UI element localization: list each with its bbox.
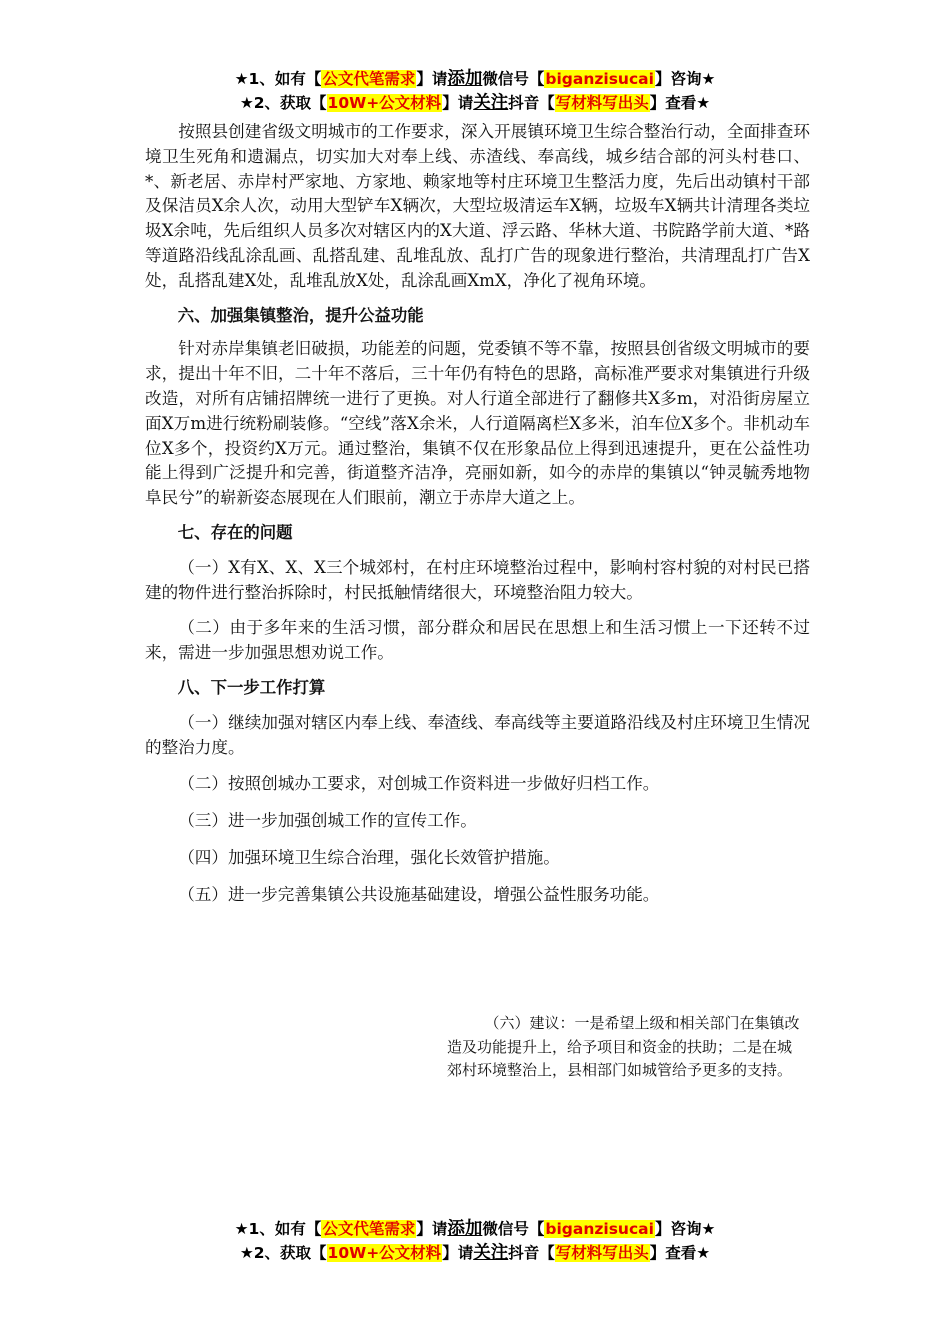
banner-text: ★2、获取【 [239,94,327,112]
top-banner [0,67,950,115]
plan-item-4: （四）加强环境卫生综合治理，强化长效管护措施。 [178,847,560,867]
banner-text: 】请 [442,1244,474,1262]
plan-item-3: （三）进一步加强创城工作的宣传工作。 [178,811,477,831]
highlight-douyin: 写材料写出头 [555,1244,649,1262]
problem-item-1: （一）X有X、X、X三个城郊村，在村庄环境整治过程中，影响村容村貌的对村民已搭建的物件进行整治拆除时，村民抵触情绪很大，环境整治阻力较大。 [145,557,810,602]
highlight-materials: 10W+公文材料 [327,94,442,112]
highlight-douyin: 写材料写出头 [555,94,649,112]
problem-item-2: （二）由于多年来的生活习惯，部分群众和居民在思想上和生活习惯上一下还转不过来，需进一步加强思想劝说工作。 [145,618,810,663]
banner-line-2 [0,1241,950,1265]
banner-text: 抖音【 [508,94,555,112]
highlight-ghostwriting: 公文代笔需求 [322,1220,416,1238]
banner-text: 】请 [416,70,448,88]
suggestion-item-6: （六）建议：一是希望上级和相关部门在集镇改造及功能提升上，给予项目和资金的扶助；二是在城郊村环境整治上，县相部门如城管给予更多的支持。 [447,1014,800,1079]
banner-line-2 [0,91,950,115]
banner-text: 微信号【 [482,1220,545,1238]
banner-text: 】查看★ [649,94,711,112]
banner-line-1 [0,1217,950,1241]
highlight-wechat-id: biganzisucai [545,70,654,88]
highlight-ghostwriting: 公文代笔需求 [322,70,416,88]
paragraph-town-renovation: 针对赤岸集镇老旧破损，功能差的问题，党委镇不等不靠，按照县创省级文明城市的要求，提出十年不旧，二十年不落后，三十年仍有特色的思路，高标准严要求对集镇进行升级改造，对所有店铺招牌统一进行了更换。对人行道全部进行了翻修共X多m，对沿街房屋立面X万m进行统粉刷装修。“空线”落X余米，人行道隔离栏X多米，泊车位X多个。非机动车位X多个，投资约X万元。通过整治，集镇不仅在形象品位上得到迅速提升，更在公益性功能上得到广泛提升和完善，街道整齐洁净，亮丽如新，如今的赤岸的集镇以“钟灵毓秀地物阜民兮”的崭新姿态展现在人们眼前，潮立于赤岸大道之上。 [145,339,810,508]
banner-text: ★1、如有【 [234,70,322,88]
banner-emphasis: 关注 [473,93,509,113]
banner-text: 】请 [442,94,474,112]
banner-text: 微信号【 [482,70,545,88]
highlight-materials: 10W+公文材料 [327,1244,442,1262]
section-heading-7: 七、存在的问题 [177,522,293,542]
banner-text: 】查看★ [649,1244,711,1262]
banner-text: 】请 [416,1220,448,1238]
banner-text: 】咨询★ [654,1220,716,1238]
section-heading-6: 六、加强集镇整治，提升公益功能 [177,305,424,325]
banner-line-1 [0,67,950,91]
plan-item-2: （二）按照创城办工要求，对创城工作资料进一步做好归档工作。 [178,774,660,794]
banner-emphasis: 关注 [473,1243,509,1263]
plan-item-1: （一）继续加强对辖区内奉上线、奉渣线、奉高线等主要道路沿线及村庄环境卫生情况的整治力度。 [145,712,810,757]
document-body [145,120,810,908]
bottom-banner [0,1217,950,1265]
section-heading-8: 八、下一步工作打算 [177,677,326,697]
banner-text: 】咨询★ [654,70,716,88]
banner-text: ★2、获取【 [239,1244,327,1262]
plan-item-5: （五）进一步完善集镇公共设施基础建设，增强公益性服务功能。 [178,884,660,904]
banner-text: 抖音【 [508,1244,555,1262]
banner-emphasis: 添加 [447,1219,483,1239]
banner-emphasis: 添加 [447,69,483,89]
paragraph-sanitation: 按照县创建省级文明城市的工作要求，深入开展镇环境卫生综合整治行动，全面排查环境卫生死角和遗漏点，切实加大对奉上线、赤渣线、奉高线，城乡结合部的河头村巷口、*、新老居、赤岸村严家地、方家地、赖家地等村庄环境卫生整活力度，先后出动镇村干部及保洁员X余人次，动用大型铲车X辆次，大型垃圾清运车X辆，垃圾车X辆共计清理各类垃圾X余吨，先后组织人员多次对辖区内的X大道、浮云路、华林大道、书院路学前大道、*路等道路沿线乱涂乱画、乱搭乱建、乱堆乱放、乱打广告的现象进行整治，共清理乱打广告X处，乱搭乱建X处，乱堆乱放X处，乱涂乱画XmX，净化了视角环境。 [145,122,810,290]
highlight-wechat-id: biganzisucai [545,1220,654,1238]
banner-text: ★1、如有【 [234,1220,322,1238]
